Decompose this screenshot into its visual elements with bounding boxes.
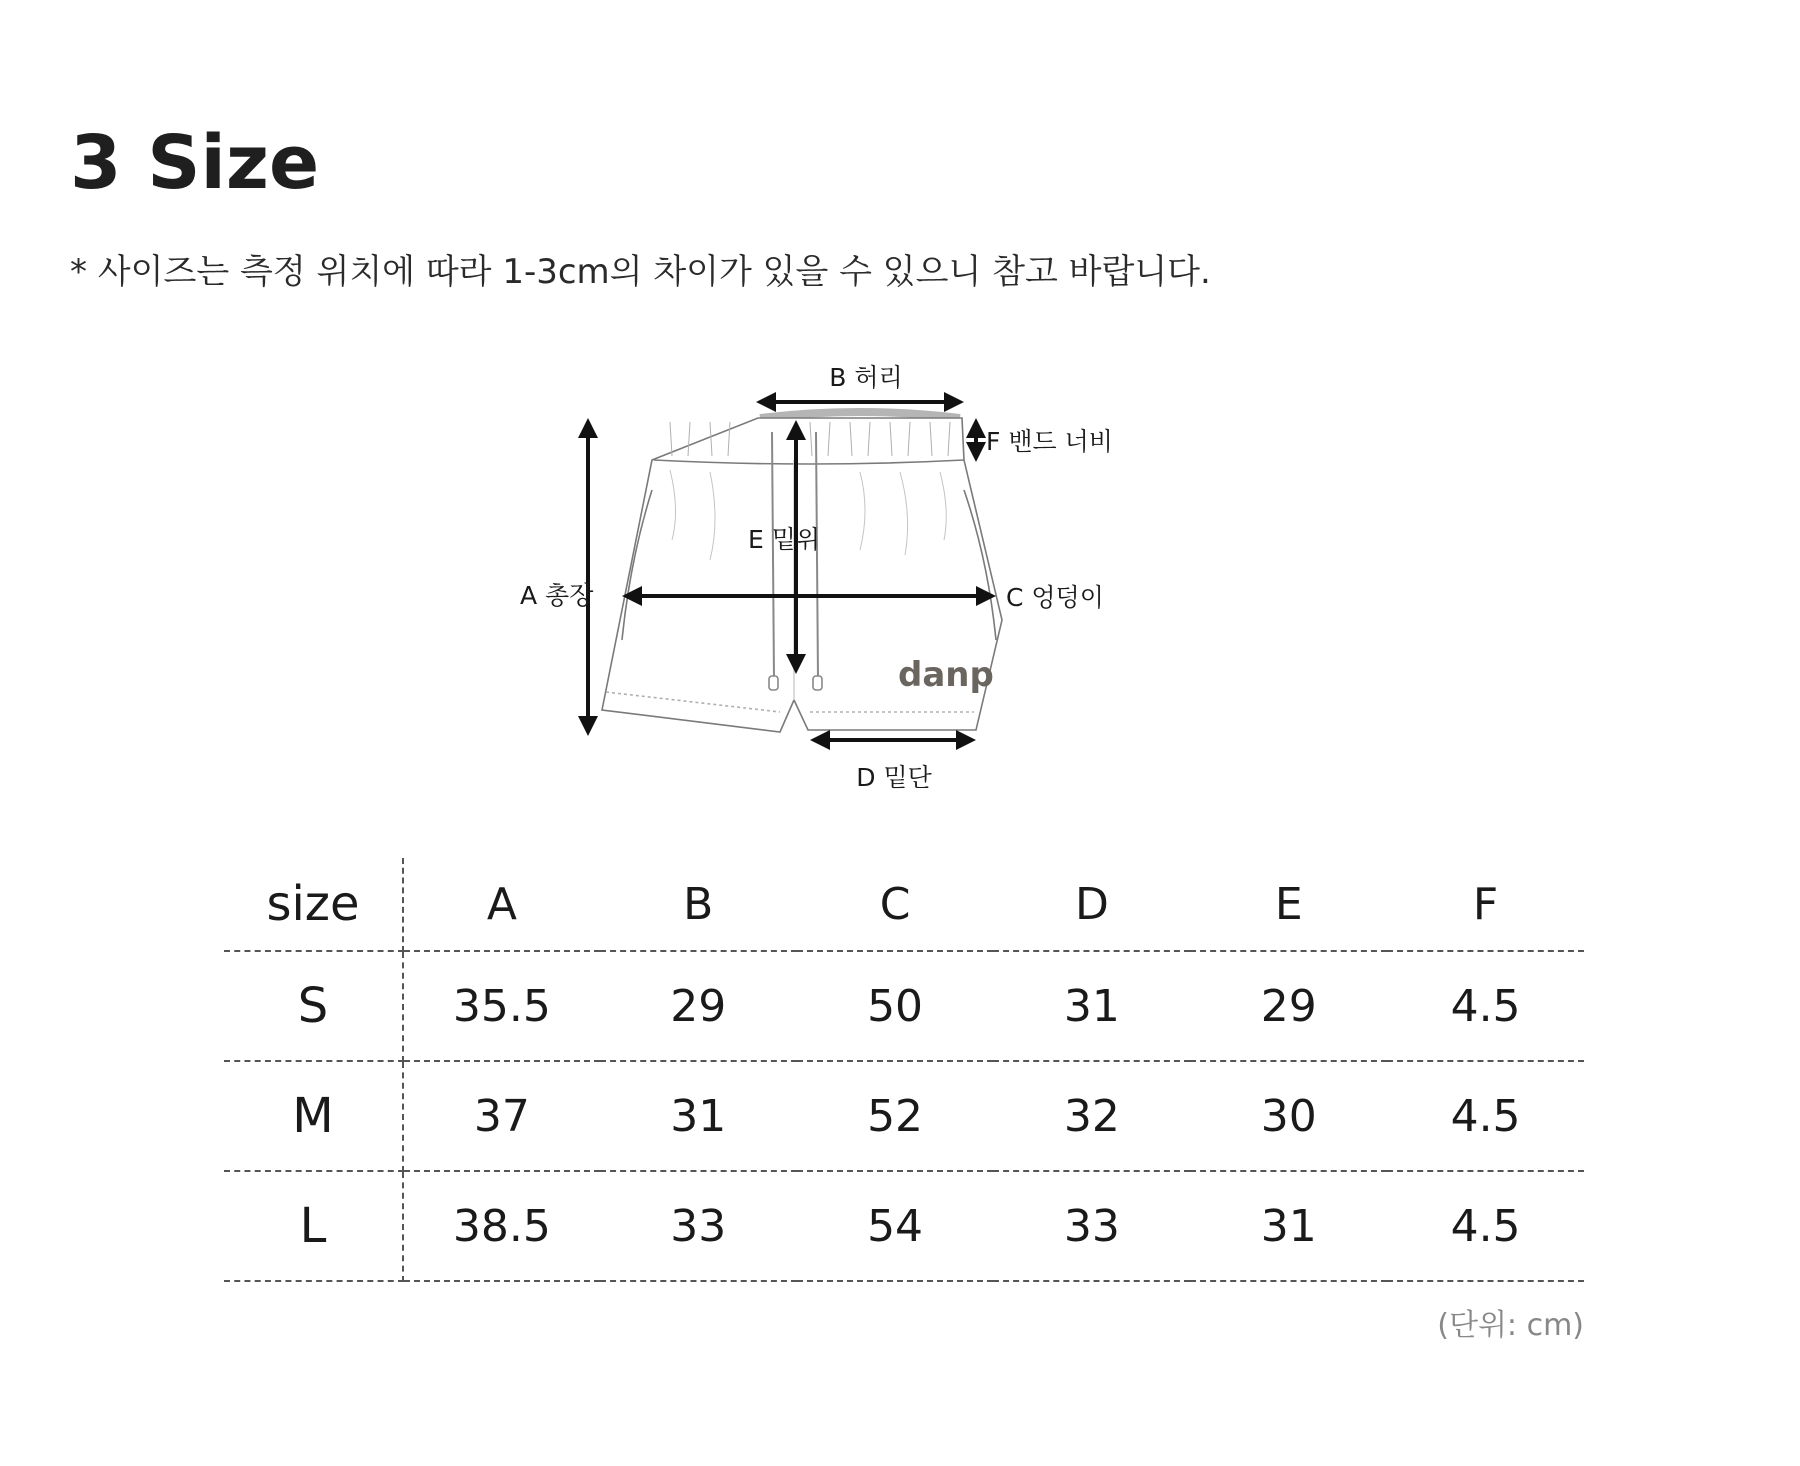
- header-d: D: [993, 858, 1190, 951]
- label-e-rise: E 밑위: [748, 525, 821, 554]
- header-b: B: [600, 858, 797, 951]
- unit-note: (단위: cm): [1437, 1308, 1584, 1343]
- value-cell: 4.5: [1387, 1061, 1584, 1171]
- table-row: [224, 1171, 1584, 1281]
- table-header-row: [224, 858, 1584, 951]
- label-c-hip: C 엉덩이: [1006, 583, 1104, 612]
- value-cell: 29: [600, 951, 797, 1061]
- page-title: 3 Size: [70, 120, 320, 206]
- value-cell: 4.5: [1387, 1171, 1584, 1281]
- value-cell: 37: [403, 1061, 600, 1171]
- header-a: A: [403, 858, 600, 951]
- value-cell: 54: [797, 1171, 994, 1281]
- value-cell: 32: [993, 1061, 1190, 1171]
- value-cell: 29: [1190, 951, 1387, 1061]
- header-c: C: [797, 858, 994, 951]
- label-b-waist: B 허리: [829, 363, 903, 392]
- size-cell: S: [224, 951, 403, 1061]
- header-e: E: [1190, 858, 1387, 951]
- size-cell: L: [224, 1171, 403, 1281]
- label-a-total-length: A 총장: [520, 581, 594, 610]
- value-cell: 31: [993, 951, 1190, 1061]
- value-cell: 31: [1190, 1171, 1387, 1281]
- shorts-measurement-diagram: [520, 340, 1240, 810]
- label-f-band-width: F 밴드 너비: [986, 427, 1113, 456]
- value-cell: 38.5: [403, 1171, 600, 1281]
- value-cell: 4.5: [1387, 951, 1584, 1061]
- value-cell: 33: [600, 1171, 797, 1281]
- value-cell: 33: [993, 1171, 1190, 1281]
- value-cell: 30: [1190, 1061, 1387, 1171]
- header-size: size: [224, 858, 403, 951]
- label-d-hem: D 밑단: [856, 763, 932, 792]
- value-cell: 31: [600, 1061, 797, 1171]
- size-notice: * 사이즈는 측정 위치에 따라 1-3cm의 차이가 있을 수 있으니 참고 바랍니다.: [70, 252, 1211, 292]
- value-cell: 35.5: [403, 951, 600, 1061]
- table-row: [224, 1061, 1584, 1171]
- table-row: [224, 951, 1584, 1061]
- value-cell: 50: [797, 951, 994, 1061]
- size-cell: M: [224, 1061, 403, 1171]
- danp-logo: danp: [898, 655, 994, 695]
- size-chart-table: [224, 858, 1584, 1282]
- value-cell: 52: [797, 1061, 994, 1171]
- header-f: F: [1387, 858, 1584, 951]
